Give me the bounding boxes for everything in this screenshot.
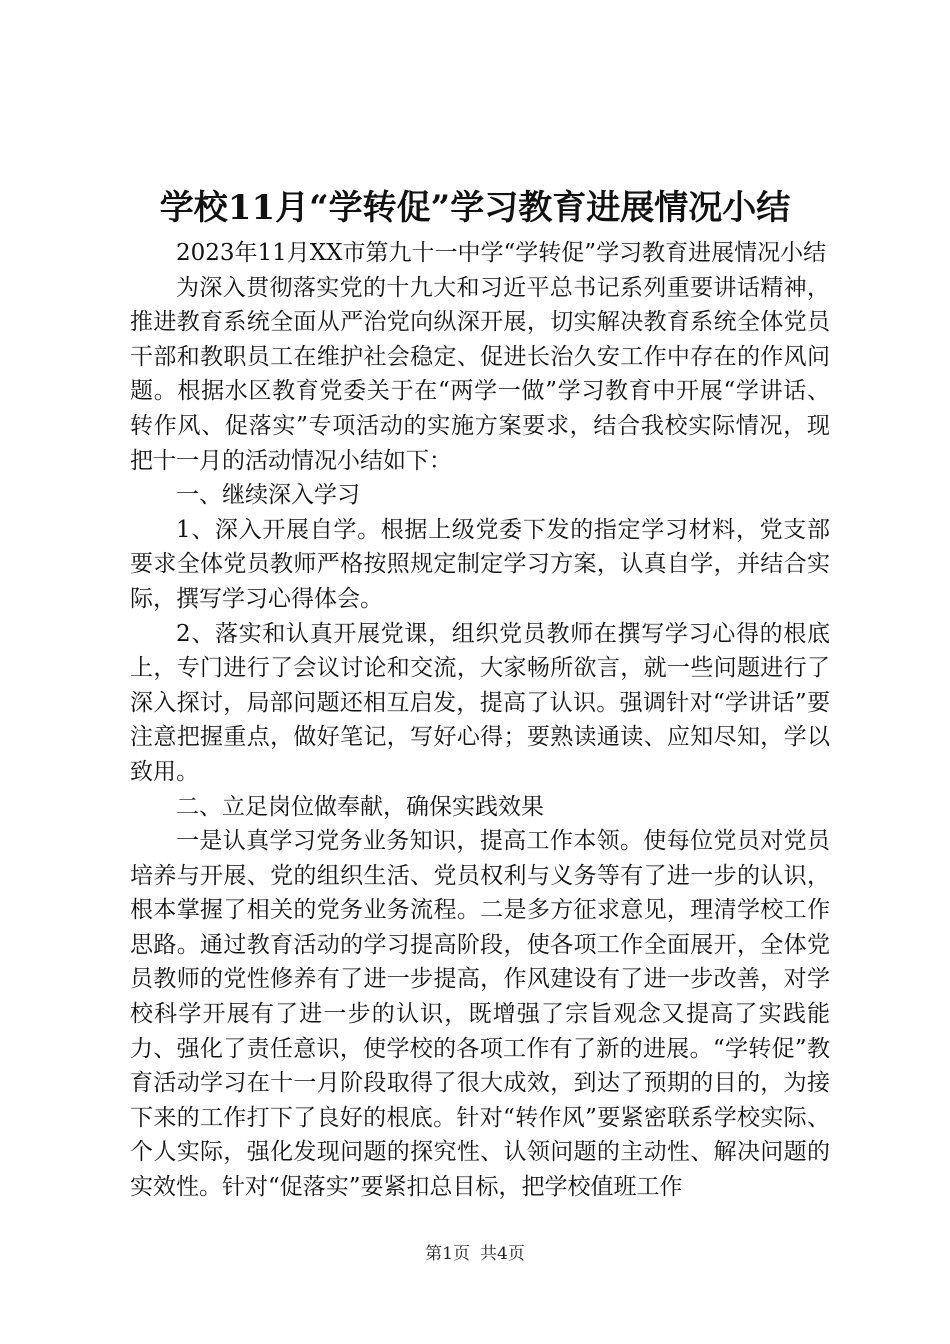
paragraph-practice: 一是认真学习党务业务知识，提高工作本领。使每位党员对党员培养与开展、党的组织生活、党员权利与义务等有了进一步的认识，根本掌握了相关的党务业务流程。二是多方征求意见，理清学校工作思路。通过教育活动的学习提高阶段，使各项工作全面展开，全体党员教师的党性修养有了进一步提高，作风建设有了进一步改善，对学校科学开展有了进一步的认识，既增强了宗旨观念又提高了实践能力、强化了责任意识，使学校的各项工作有了新的进展。“学转促”教育活动学习在十一月阶段取得了很大成效，到达了预期的目的，为接下来的工作打下了良好的根底。针对“转作风”要紧密联系学校实际、个人实际，强化发现问题的探究性、认领问题的主动性、解决问题的实效性。针对“促落实”要紧扣总目标，把学校值班工作 (130, 828, 830, 1201)
section-heading-1: 一、继续深入学习 (176, 482, 360, 509)
document-title: 学校11月“学转促”学习教育进展情况小结 (159, 188, 791, 228)
paragraph-self-study: 1、深入开展自学。根据上级党委下发的指定学习材料，党支部要求全体党员教师严格按照规定制定学习方案，认真自学，并结合实际，撰写学习心得体会。 (130, 516, 830, 612)
page-number: 第1页 (425, 1244, 470, 1264)
paragraph-subtitle: 2023年11月XX市第九十一中学“学转促”学习教育进展情况小结 (176, 240, 827, 266)
paragraph-party-lesson: 2、落实和认真开展党课，组织党员教师在撰写学习心得的根底上，专门进行了会议讨论和交流，大家畅所欲言，就一些问题进行了深入探讨，局部问题还相互启发，提高了认识。强调针对“学讲话”要注意把握重点，做好笔记，写好心得；要熟读通读、应知尽知，学以致用。 (130, 620, 830, 785)
page-total: 共4页 (480, 1244, 525, 1264)
page-footer (0, 1242, 950, 1266)
section-heading-2: 二、立足岗位做奉献，确保实践效果 (176, 793, 544, 820)
document-body (130, 236, 830, 1205)
paragraph-intro: 为深入贯彻落实党的十九大和习近平总书记系列重要讲话精神，推进教育系统全面从严治党向纵深开展，切实解决教育系统全体党员干部和教职员工在维护社会稳定、促进长治久安工作中存在的作风问题。根据水区教育党委关于在“两学一做”学习教育中开展“学讲话、转作风、促落实”专项活动的实施方案要求，结合我校实际情况，现把十一月的活动情况小结如下： (130, 274, 830, 474)
